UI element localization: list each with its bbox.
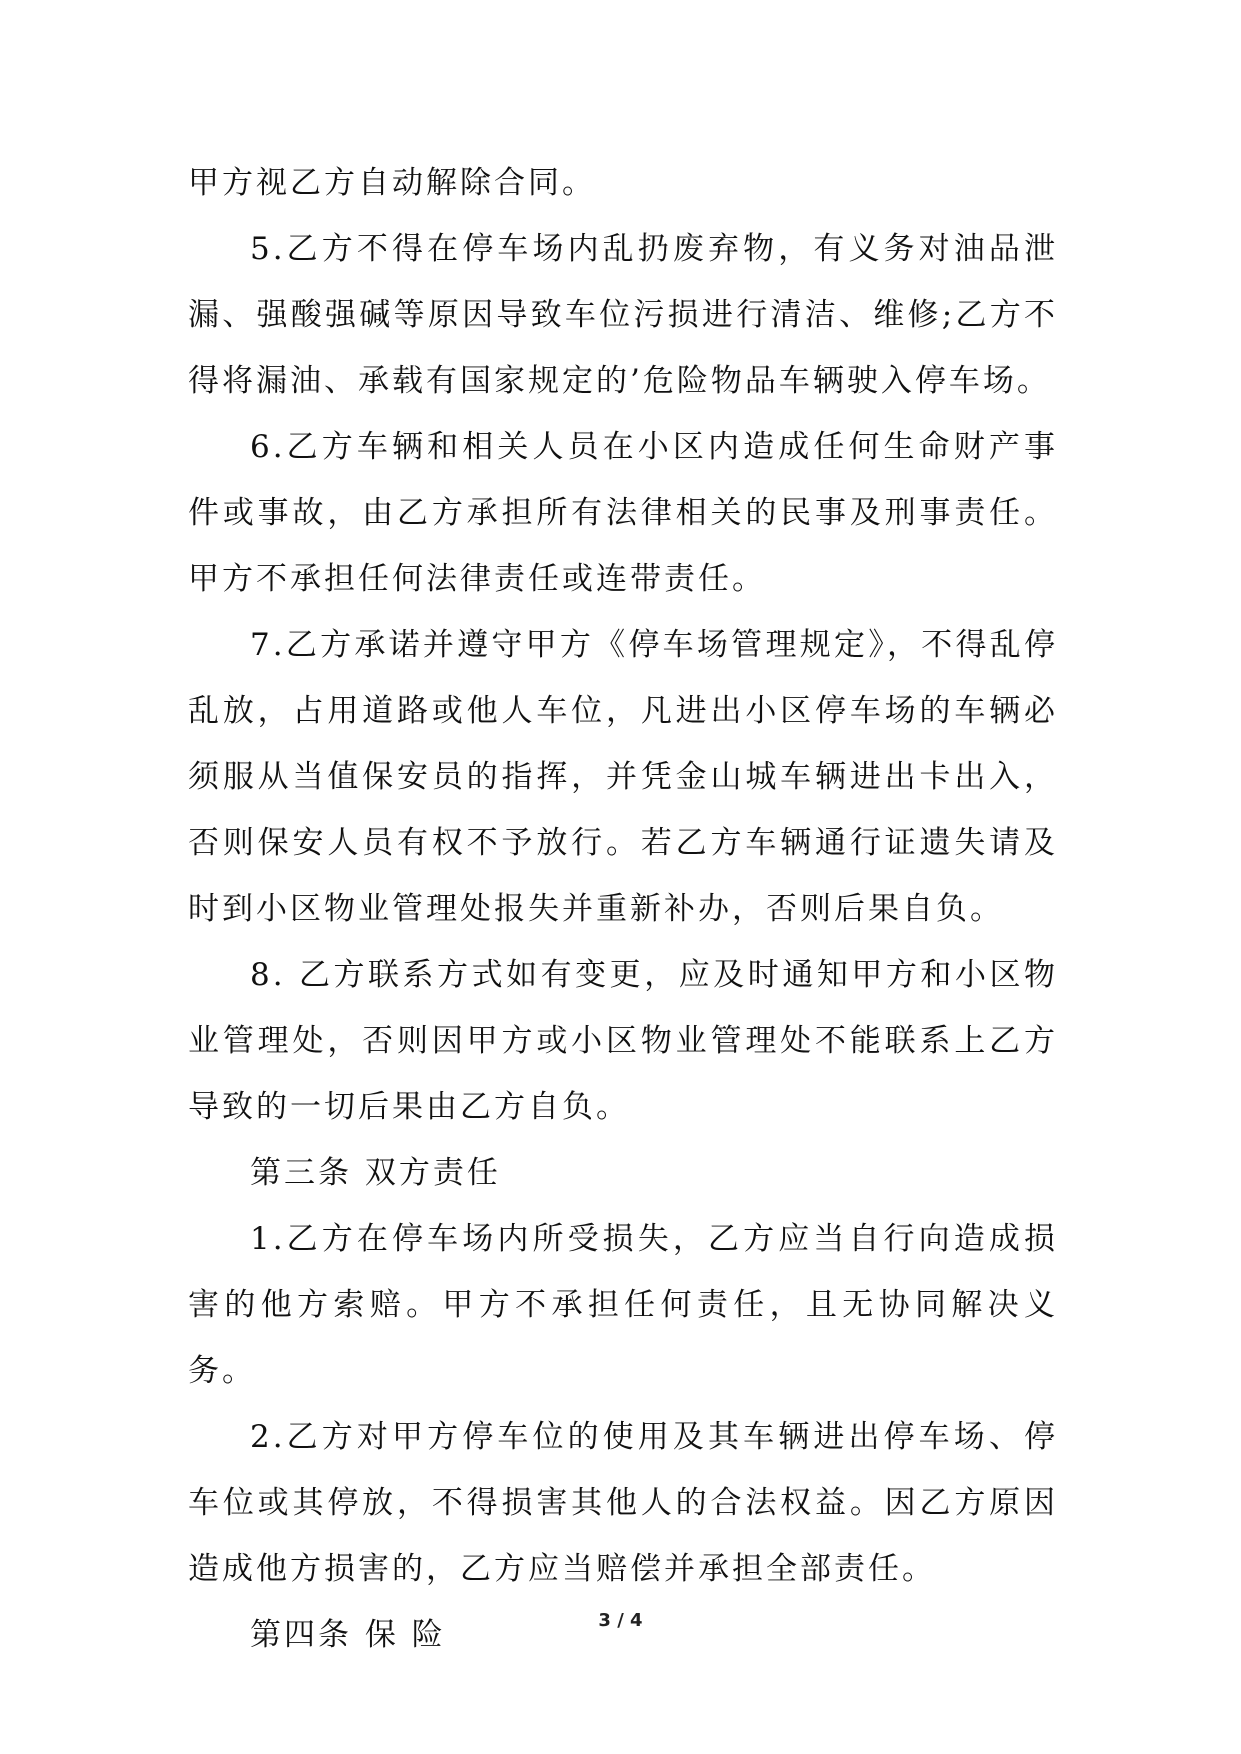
section-heading-article-4: 第四条 保 险 xyxy=(250,1617,446,1653)
paragraph-continuation: 甲方视乙方自动解除合同。 xyxy=(188,165,596,201)
paragraph-article-3-item-1: 1.乙方在停车场内所受损失，乙方应当自行向造成损害的他方索赔。甲方不承担任何责任，且无协同解决义务。 xyxy=(188,1221,1058,1389)
paragraph-article-3-item-2: 2.乙方对甲方停车位的使用及其车辆进出停车场、停车位或其停放，不得损害其他人的合法权益。因乙方原因造成他方损害的，乙方应当赔偿并承担全部责任。 xyxy=(188,1419,1058,1587)
section-heading-article-3: 第三条 双方责任 xyxy=(250,1155,501,1191)
paragraph-item-8: 8. 乙方联系方式如有变更，应及时通知甲方和小区物业管理处，否则因甲方或小区物业管理处不能联系上乙方导致的一切后果由乙方自负。 xyxy=(188,957,1058,1125)
page-number: 3 / 4 xyxy=(598,1610,643,1631)
document-body xyxy=(188,150,1058,1668)
paragraph-item-6: 6.乙方车辆和相关人员在小区内造成任何生命财产事件或事故，由乙方承担所有法律相关的民事及刑事责任。甲方不承担任何法律责任或连带责任。 xyxy=(188,429,1058,597)
paragraph-item-7: 7.乙方承诺并遵守甲方《停车场管理规定》，不得乱停乱放，占用道路或他人车位，凡进出小区停车场的车辆必须服从当值保安员的指挥，并凭金山城车辆进出卡出入，否则保安人员有权不予放行。若乙方车辆通行证遗失请及时到小区物业管理处报失并重新补办，否则后果自负。 xyxy=(188,627,1058,927)
paragraph-item-5: 5.乙方不得在停车场内乱扔废弃物，有义务对油品泄漏、强酸强碱等原因导致车位污损进行清洁、维修;乙方不得将漏油、承载有国家规定的’危险物品车辆驶入停车场。 xyxy=(188,231,1058,399)
